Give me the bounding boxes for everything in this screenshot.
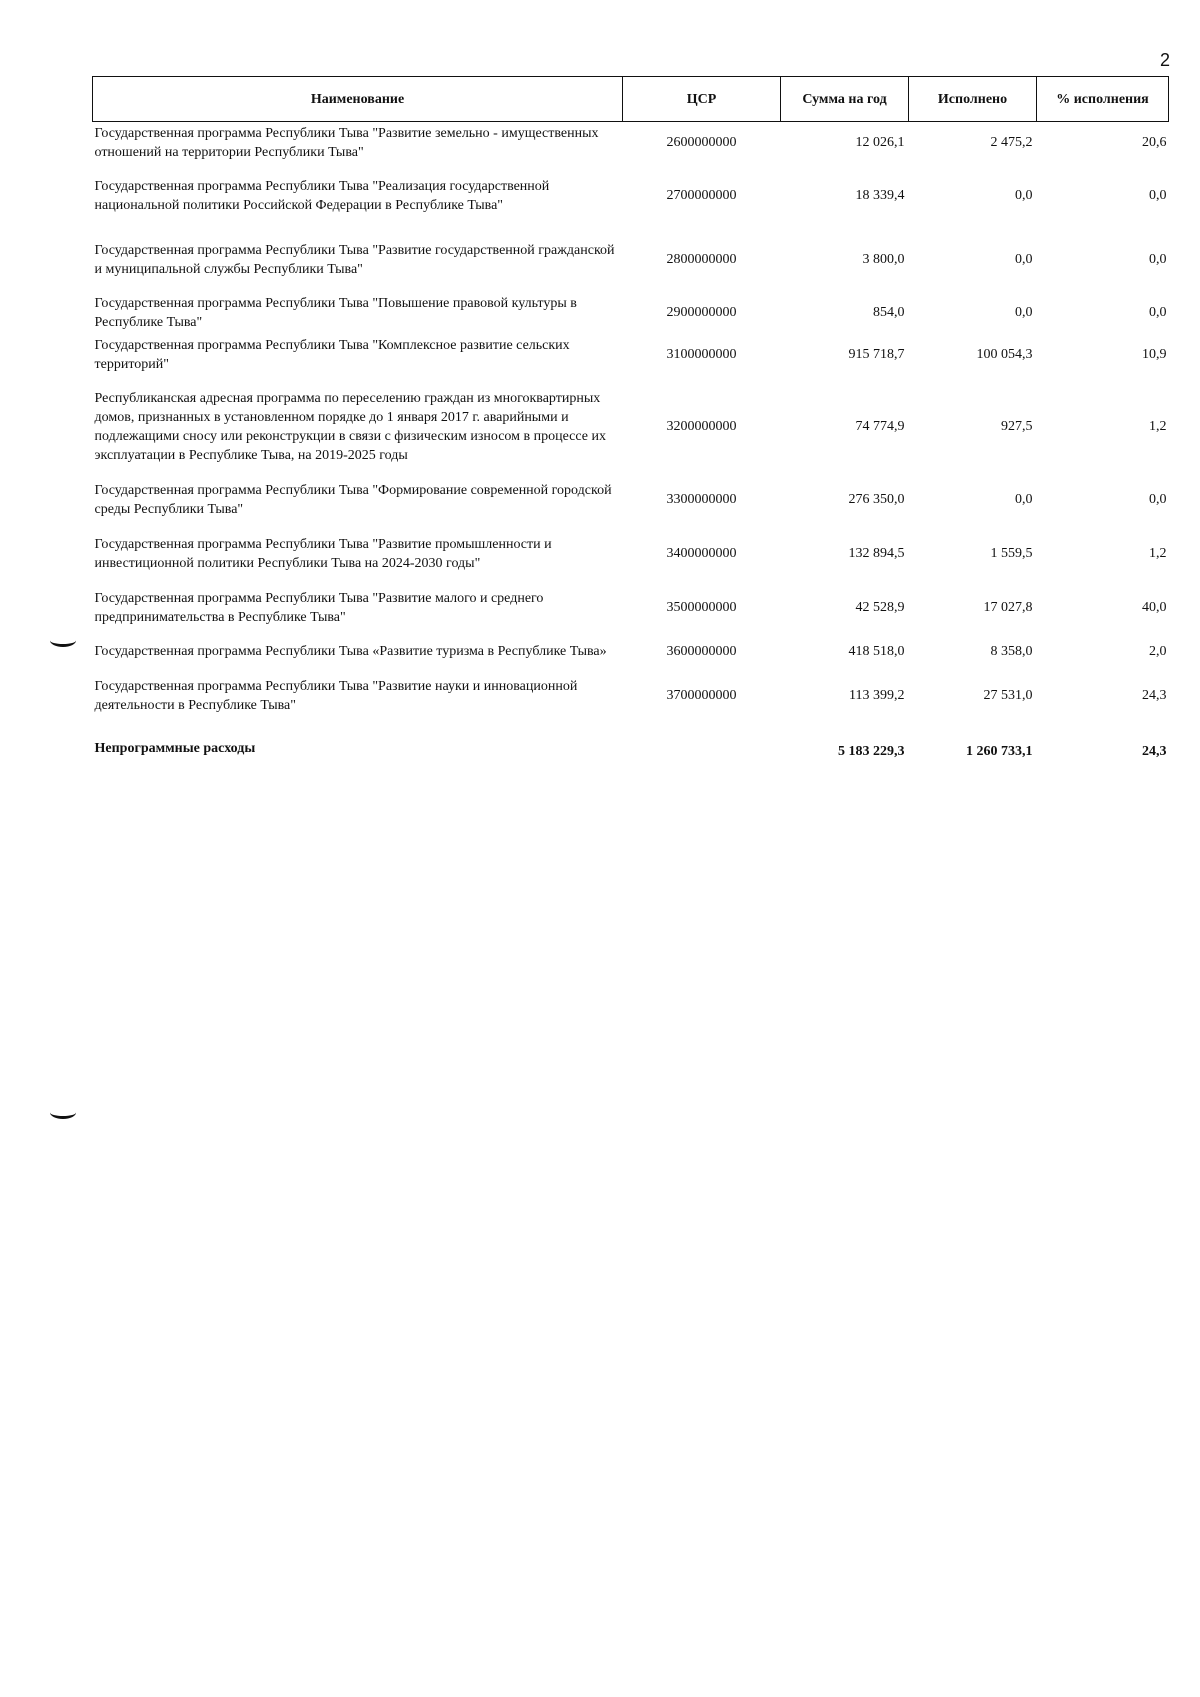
row-csr: 3500000000 xyxy=(666,600,737,615)
row-done: 8 358,0 xyxy=(990,644,1033,659)
row-sum: 276 350,0 xyxy=(848,492,905,507)
row-done: 17 027,8 xyxy=(983,600,1033,615)
row-name: Государственная программа Республики Тыва "Повышение правовой культуры в Республике Тыва" xyxy=(94,295,577,330)
total-csr xyxy=(623,738,781,766)
row-done: 0,0 xyxy=(1015,305,1033,320)
scan-mark xyxy=(50,634,76,647)
header-csr: ЦСР xyxy=(623,77,781,122)
row-done: 0,0 xyxy=(1015,188,1033,203)
row-name: Государственная программа Республики Тыва "Развитие малого и среднего предпринимательства в Республике Тыва" xyxy=(94,590,544,625)
scan-mark xyxy=(50,1106,76,1119)
page-number: 2 xyxy=(1159,50,1170,70)
row-name: Государственная программа Республики Тыва "Реализация государственной национальной политики Российской Федерации в Республике Тыва" xyxy=(94,178,550,213)
row-done: 2 475,2 xyxy=(990,135,1033,151)
table-row xyxy=(93,292,1169,334)
row-sum: 854,0 xyxy=(873,305,905,320)
row-csr: 3200000000 xyxy=(666,419,737,434)
row-sum: 18 339,4 xyxy=(855,188,905,203)
table-row xyxy=(93,334,1169,376)
row-name: Государственная программа Республики Тыва «Развитие туризма в Республике Тыва» xyxy=(94,644,607,659)
header-pct: % исполнения xyxy=(1037,77,1169,122)
total-name: Непрограммные расходы xyxy=(94,740,256,756)
row-pct: 0,0 xyxy=(1149,305,1167,320)
row-name: Государственная программа Республики Тыва "Развитие земельно - имущественных отношений на территории Республики Тыва" xyxy=(94,125,599,160)
row-name: Государственная программа Республики Тыва "Комплексное развитие сельских территорий" xyxy=(94,337,570,372)
table-row xyxy=(93,478,1169,522)
row-pct: 10,9 xyxy=(1142,347,1167,362)
row-csr: 2800000000 xyxy=(666,252,737,267)
row-pct: 24,3 xyxy=(1142,688,1167,703)
row-sum: 113 399,2 xyxy=(849,688,905,703)
header-done: Исполнено xyxy=(909,77,1037,122)
table-row xyxy=(93,586,1169,630)
row-pct: 1,2 xyxy=(1149,419,1167,434)
row-sum: 3 800,0 xyxy=(862,252,905,267)
row-sum: 915 718,7 xyxy=(848,347,905,362)
row-done: 0,0 xyxy=(1015,492,1033,507)
table-row xyxy=(93,228,1169,292)
row-pct: 0,0 xyxy=(1149,492,1167,507)
row-name: Государственная программа Республики Тыва "Формирование современной городской среды Республики Тыва" xyxy=(94,482,612,517)
spacer-row xyxy=(93,718,1169,738)
row-csr: 2700000000 xyxy=(666,188,737,203)
table-row xyxy=(93,164,1169,228)
row-pct: 40,0 xyxy=(1142,600,1167,615)
table-row xyxy=(93,122,1169,164)
row-done: 100 054,3 xyxy=(976,347,1033,362)
row-sum: 418 518,0 xyxy=(848,644,905,659)
row-pct: 0,0 xyxy=(1149,188,1167,203)
total-sum: 5 183 229,3 xyxy=(838,744,905,759)
row-done: 0,0 xyxy=(1015,252,1033,267)
row-done: 1 559,5 xyxy=(990,546,1033,561)
row-sum: 74 774,9 xyxy=(855,419,905,434)
table-row xyxy=(93,522,1169,586)
row-csr: 3100000000 xyxy=(666,347,737,362)
row-pct: 2,0 xyxy=(1149,644,1167,659)
row-done: 27 531,0 xyxy=(983,688,1033,703)
table-row xyxy=(93,674,1169,718)
row-pct: 20,6 xyxy=(1142,135,1167,151)
total-row xyxy=(93,738,1169,766)
row-sum: 132 894,5 xyxy=(848,546,905,561)
total-done: 1 260 733,1 xyxy=(966,744,1033,759)
row-csr: 3600000000 xyxy=(666,644,737,659)
row-name: Государственная программа Республики Тыва "Развитие государственной гражданской и муниципальной службы Республики Тыва" xyxy=(94,242,615,277)
row-done: 927,5 xyxy=(1001,419,1033,434)
row-name: Государственная программа Республики Тыва "Развитие промышленности и инвестиционной политики Республики Тыва на 2024-2030 годы" xyxy=(94,536,552,571)
header-name: Наименование xyxy=(93,77,623,122)
row-pct: 0,0 xyxy=(1149,252,1167,267)
total-pct: 24,3 xyxy=(1142,744,1167,759)
row-csr: 3300000000 xyxy=(666,492,737,507)
table-header-row xyxy=(93,77,1169,122)
row-name: Государственная программа Республики Тыва "Развитие науки и инновационной деятельности в Республике Тыва" xyxy=(94,678,578,713)
row-csr: 3700000000 xyxy=(666,688,737,703)
row-name: Республиканская адресная программа по переселению граждан из многоквартирных домов, признанных в установленном порядке до 1 января 2017 г. аварийными и подлежащими сносу или реконструкции в связи с физическим износом в процессе их эксплуатации в Республике Тыва, на 2019-2025 годы xyxy=(94,390,606,463)
table-row xyxy=(93,630,1169,674)
row-pct: 1,2 xyxy=(1149,546,1167,561)
table-row xyxy=(93,376,1169,478)
row-sum: 12 026,1 xyxy=(855,135,905,151)
header-sum: Сумма на год xyxy=(781,77,909,122)
row-csr: 2900000000 xyxy=(666,305,737,320)
row-csr: 2600000000 xyxy=(666,135,737,151)
row-sum: 42 528,9 xyxy=(855,600,905,615)
budget-execution-table xyxy=(92,76,1169,766)
row-csr: 3400000000 xyxy=(666,546,737,561)
